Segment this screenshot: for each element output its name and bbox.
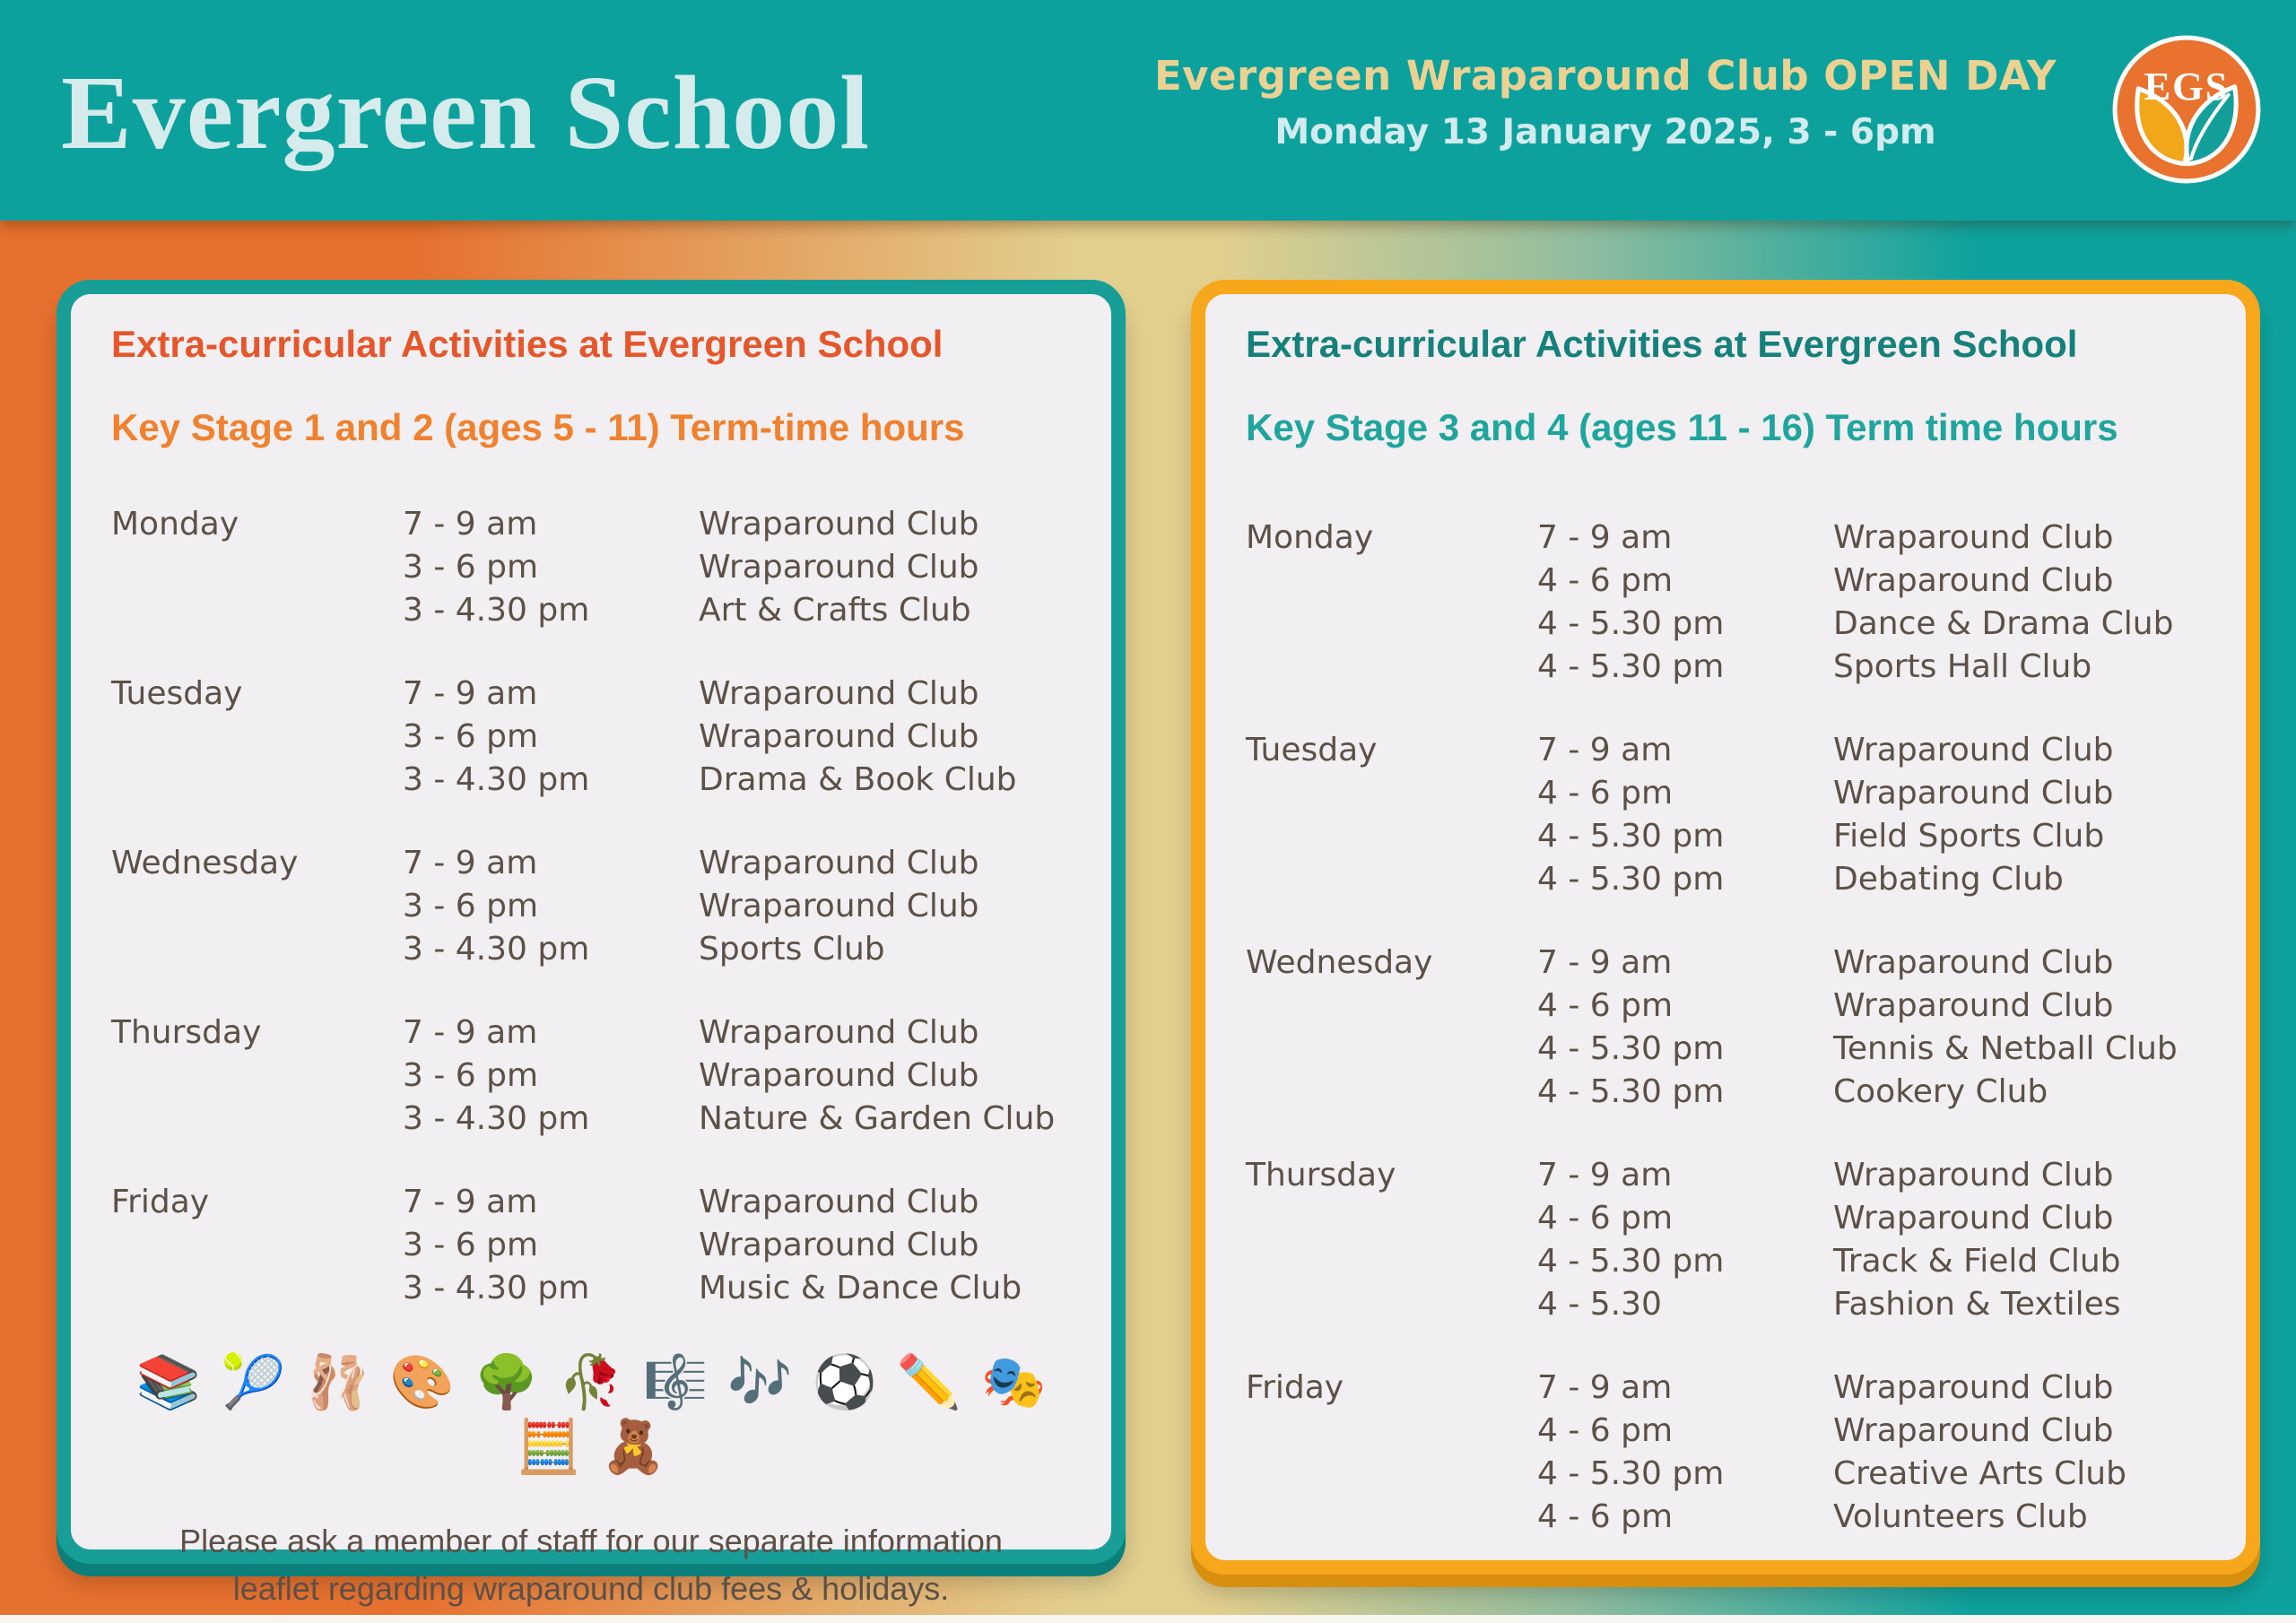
- header-bar: [0, 0, 2296, 221]
- schedule-day: Thursday: [111, 1014, 262, 1051]
- school-name: Evergreen School: [61, 54, 870, 171]
- schedule-time: 7 - 9 am: [1537, 732, 1673, 768]
- schedule-entries: [1537, 516, 2205, 689]
- schedule-day: Monday: [1246, 519, 1374, 556]
- schedule-group: [1246, 942, 2205, 1114]
- schedule-activity: Wraparound Club: [699, 506, 979, 542]
- panel-subtitle: Key Stage 3 and 4 (ages 11 - 16) Term time hours: [1246, 406, 2118, 448]
- schedule-activity: Wraparound Club: [699, 1057, 979, 1094]
- schedule-entry: [403, 1098, 1071, 1141]
- schedule-activity: Wraparound Club: [699, 845, 979, 881]
- info-note: Please ask a member of staff for our separate information leaflet regarding wraparound club fees & holidays.: [179, 1523, 1003, 1607]
- schedule-time: 7 - 9 am: [403, 1014, 538, 1051]
- bottom-edge-strip: [0, 1615, 2296, 1623]
- schedule-day: Friday: [1246, 1369, 1344, 1406]
- schedule-entry: [403, 885, 1071, 928]
- schedule-activity: Wraparound Club: [699, 549, 979, 586]
- schedule-entries: [1537, 1154, 2205, 1326]
- schedule-ks34: [1246, 516, 2205, 1539]
- schedule-time: 3 - 4.30 pm: [403, 592, 590, 629]
- schedule-entry: [1537, 1410, 2205, 1453]
- schedule-entry: [1537, 1154, 2205, 1197]
- schedule-entries: [1537, 729, 2205, 901]
- schedule-activity: Wraparound Club: [1833, 1369, 2114, 1406]
- schedule-entries: [403, 503, 1071, 632]
- schedule-entry: [1537, 1197, 2205, 1240]
- schedule-day: Tuesday: [111, 675, 243, 712]
- schedule-time: 4 - 6 pm: [1537, 562, 1674, 599]
- schedule-day: Wednesday: [111, 845, 299, 881]
- schedule-activity: Wraparound Club: [1833, 987, 2114, 1024]
- panel-title: Extra-curricular Activities at Evergreen School: [1246, 323, 2078, 365]
- schedule-activity: Wraparound Club: [699, 888, 979, 924]
- schedule-day: Friday: [111, 1184, 210, 1220]
- schedule-time: 3 - 4.30 pm: [403, 761, 590, 798]
- theater-masks-icon: 🎭: [980, 1353, 1047, 1411]
- schedule-time: 3 - 4.30 pm: [403, 931, 590, 968]
- schedule-time: 7 - 9 am: [1537, 944, 1673, 981]
- schedule-time: 3 - 6 pm: [403, 718, 539, 755]
- schedule-entry: [403, 503, 1071, 546]
- schedule-entry: [1537, 1240, 2205, 1283]
- schedule-entry: [403, 928, 1071, 971]
- schedule-time: 4 - 5.30 pm: [1537, 1455, 1725, 1492]
- schedule-time: 4 - 5.30 pm: [1537, 818, 1725, 855]
- schedule-entry: [403, 546, 1071, 589]
- schedule-entry: [1537, 858, 2205, 901]
- schedule-group: [111, 503, 1071, 632]
- schedule-activity: Creative Arts Club: [1833, 1455, 2126, 1492]
- schedule-time: 4 - 6 pm: [1537, 775, 1674, 812]
- schedule-activity: Cookery Club: [1833, 1073, 2048, 1110]
- schedule-time: 4 - 6 pm: [1537, 1412, 1674, 1449]
- schedule-entries: [1537, 1367, 2205, 1539]
- schedule-activity: Sports Club: [699, 931, 885, 968]
- schedule-group: [1246, 729, 2205, 901]
- schedule-entries: [403, 673, 1071, 802]
- schedule-day: Wednesday: [1246, 944, 1433, 981]
- schedule-entry: [1537, 516, 2205, 560]
- schedule-activity: Wraparound Club: [699, 1184, 979, 1220]
- musical-score-icon: 🎼: [643, 1353, 709, 1411]
- schedule-time: 4 - 5.30 pm: [1537, 1030, 1725, 1067]
- schedule-group: [1246, 1367, 2205, 1539]
- schedule-activity: Wraparound Club: [1833, 1200, 2114, 1237]
- school-logo-icon: [2109, 32, 2264, 187]
- schedule-activity: Nature & Garden Club: [699, 1100, 1056, 1137]
- abacus-icon: 🧮: [516, 1418, 581, 1476]
- schedule-group: [111, 1011, 1071, 1141]
- soccer-ball-icon: ⚽: [812, 1353, 877, 1411]
- schedule-activity: Wraparound Club: [1833, 944, 2114, 981]
- schedule-group: [1246, 1154, 2205, 1326]
- schedule-entry: [403, 589, 1071, 632]
- schedule-activity: Debating Club: [1833, 861, 2064, 898]
- schedule-entry: [403, 759, 1071, 802]
- rose-icon: 🥀: [558, 1353, 624, 1411]
- schedule-entry: [1537, 1071, 2205, 1114]
- schedule-entry: [403, 1181, 1071, 1224]
- schedule-time: 7 - 9 am: [403, 675, 538, 712]
- schedule-time: 7 - 9 am: [403, 506, 538, 542]
- schedule-group: [111, 1181, 1071, 1310]
- schedule-activity: Wraparound Club: [699, 675, 979, 712]
- schedule-entries: [403, 842, 1071, 971]
- schedule-entry: [403, 1267, 1071, 1310]
- schedule-entry: [1537, 646, 2205, 689]
- schedule-entries: [1537, 942, 2205, 1114]
- schedule-time: 7 - 9 am: [403, 845, 538, 881]
- schedule-activity: Wraparound Club: [699, 718, 979, 755]
- schedule-day: Monday: [111, 506, 239, 542]
- schedule-activity: Music & Dance Club: [699, 1270, 1022, 1306]
- schedule-activity: Sports Hall Club: [1833, 648, 2092, 685]
- schedule-entry: [403, 1055, 1071, 1098]
- schedule-entries: [403, 1011, 1071, 1141]
- schedule-entry: [1537, 772, 2205, 815]
- schedule-activity: Tennis & Netball Club: [1833, 1030, 2178, 1067]
- schedule-time: 3 - 6 pm: [403, 1057, 539, 1094]
- schedule-activity: Fashion & Textiles: [1833, 1286, 2121, 1323]
- schedule-entry: [1537, 729, 2205, 772]
- schedule-time: 3 - 6 pm: [403, 1227, 539, 1263]
- schedule-activity: Wraparound Club: [1833, 732, 2114, 768]
- event-date: Monday 13 January 2025, 3 - 6pm: [1274, 112, 1936, 152]
- schedule-entry: [403, 1224, 1071, 1267]
- schedule-day: Tuesday: [1246, 732, 1378, 768]
- schedule-activity: Drama & Book Club: [699, 761, 1017, 798]
- panel-key-stage-3-4: [1191, 280, 2260, 1575]
- schedule-time: 7 - 9 am: [403, 1184, 538, 1220]
- schedule-time: 3 - 4.30 pm: [403, 1100, 590, 1137]
- schedule-activity: Wraparound Club: [1833, 1157, 2114, 1193]
- schedule-entries: [403, 1181, 1071, 1310]
- schedule-time: 4 - 5.30: [1537, 1286, 1662, 1323]
- tennis-icon: 🎾: [221, 1353, 286, 1411]
- schedule-entry: [1537, 560, 2205, 603]
- palette-icon: 🎨: [389, 1353, 455, 1411]
- schedule-activity: Wraparound Club: [1833, 519, 2114, 556]
- schedule-ks12: [111, 503, 1071, 1310]
- schedule-activity: Art & Crafts Club: [699, 592, 971, 629]
- schedule-entry: [1537, 1367, 2205, 1410]
- tree-icon: 🌳: [474, 1353, 539, 1411]
- schedule-activity: Wraparound Club: [1833, 775, 2114, 812]
- schedule-time: 3 - 6 pm: [403, 549, 539, 586]
- books-icon: 📚: [135, 1353, 202, 1411]
- schedule-day: Thursday: [1246, 1157, 1396, 1193]
- schedule-time: 4 - 5.30 pm: [1537, 1243, 1725, 1280]
- panel-key-stage-1-2: [57, 280, 1126, 1607]
- activity-icons-row: [111, 1350, 1071, 1480]
- pencil-icon: ✏️: [896, 1353, 961, 1411]
- schedule-activity: Track & Field Club: [1833, 1243, 2121, 1280]
- schedule-time: 3 - 4.30 pm: [403, 1270, 590, 1306]
- schedule-group: [111, 842, 1071, 971]
- event-block: [1139, 0, 2072, 221]
- event-title: Evergreen Wraparound Club OPEN DAY: [1153, 52, 2057, 100]
- schedule-activity: Wraparound Club: [1833, 562, 2114, 599]
- logo-text: EGS: [2144, 63, 2230, 108]
- schedule-time: 3 - 6 pm: [403, 888, 539, 924]
- schedule-entry: [1537, 1453, 2205, 1496]
- schedule-time: 4 - 5.30 pm: [1537, 861, 1725, 898]
- schedule-time: 7 - 9 am: [1537, 1157, 1673, 1193]
- schedule-entry: [1537, 815, 2205, 858]
- schedule-activity: Wraparound Club: [699, 1227, 979, 1263]
- schedule-activity: Dance & Drama Club: [1833, 605, 2174, 642]
- schedule-activity: Field Sports Club: [1833, 818, 2105, 855]
- schedule-time: 4 - 6 pm: [1537, 987, 1674, 1024]
- panel-subtitle: Key Stage 1 and 2 (ages 5 - 11) Term-time hours: [111, 406, 965, 448]
- schedule-entry: [403, 716, 1071, 759]
- teddy-bear-icon: 🧸: [601, 1418, 666, 1476]
- schedule-entry: [1537, 1283, 2205, 1326]
- schedule-entry: [403, 673, 1071, 716]
- schedule-entry: [403, 1011, 1071, 1055]
- schedule-time: 7 - 9 am: [1537, 1369, 1673, 1406]
- schedule-entry: [1537, 1028, 2205, 1071]
- schedule-group: [1246, 516, 2205, 689]
- musical-notes-icon: 🎶: [727, 1353, 793, 1411]
- schedule-entry: [1537, 942, 2205, 985]
- schedule-entry: [1537, 603, 2205, 646]
- schedule-group: [111, 673, 1071, 802]
- schedule-time: 4 - 5.30 pm: [1537, 1073, 1725, 1110]
- schedule-activity: Wraparound Club: [1833, 1412, 2114, 1449]
- schedule-time: 4 - 5.30 pm: [1537, 648, 1725, 685]
- panel-title: Extra-curricular Activities at Evergreen School: [111, 323, 944, 365]
- ballet-shoes-icon: 🩰: [305, 1353, 370, 1411]
- schedule-entry: [1537, 1496, 2205, 1539]
- schedule-entry: [1537, 985, 2205, 1028]
- schedule-entry: [403, 842, 1071, 885]
- schedule-time: 4 - 5.30 pm: [1537, 605, 1725, 642]
- schedule-time: 4 - 6 pm: [1537, 1498, 1674, 1535]
- schedule-time: 7 - 9 am: [1537, 519, 1673, 556]
- schedule-activity: Volunteers Club: [1833, 1498, 2088, 1535]
- schedule-time: 4 - 6 pm: [1537, 1200, 1674, 1237]
- schedule-activity: Wraparound Club: [699, 1014, 979, 1051]
